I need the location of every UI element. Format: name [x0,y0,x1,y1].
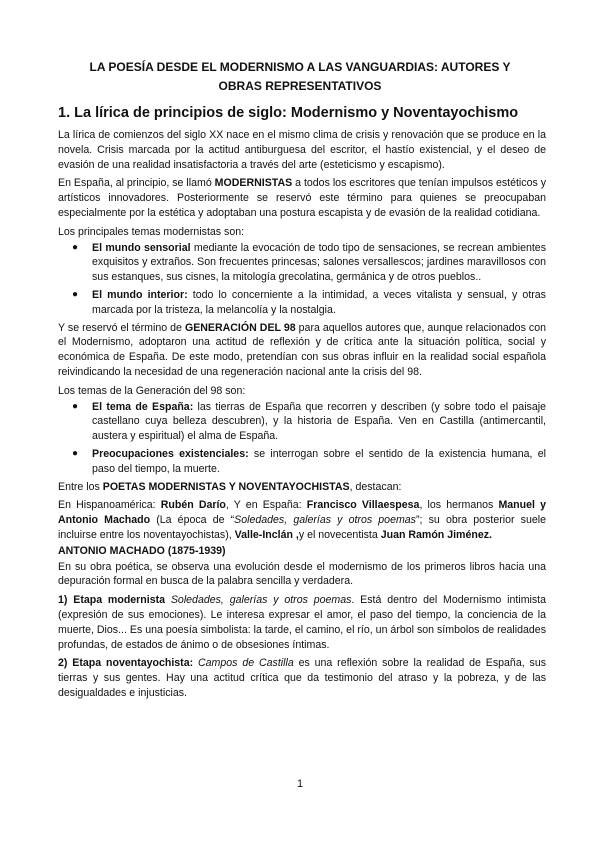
list-item-term: El mundo sensorial [92,241,191,254]
text-span: Entre los [58,480,103,493]
list-item-term: El mundo interior: [92,288,188,301]
list-item [72,447,546,477]
text-span: En España, al principio, se llamó [58,177,215,190]
paragraph-generacion-98 [58,321,546,380]
paragraph-modernistas [58,176,546,220]
text-span: para aquellos autores que, aunque relacionados con el Modernismo, adoptaron una actitud de reflexión y de crítica ante la situación política, social y económica de España. De este modo, pretendían con sus obras influir en la realidad social española reivindicando la necesidad de una regeneración nacional ante la crisis del 98. [58,321,546,378]
paragraph-etapa-noventayochista [58,656,546,700]
bullet-icon: ● [72,241,79,253]
paragraph-temas-98: Los temas de la Generación del 98 son: [58,384,246,397]
text-span: (La época de “ [150,514,235,527]
document-body [58,128,546,705]
author-villaespesa: Francisco Villaespesa [306,499,420,512]
work-title: Soledades, galerías y otros poemas [165,594,352,607]
list-temas-98 [58,400,546,477]
section-heading: 1. La lírica de principios de siglo: Modernismo y Noventayochismo [58,105,519,121]
list-item-text: las tierras de España que recorren y describen (y sobre todo el paisaje castellano cuya belleza descubren), y la historia de España. Ven en Castilla (antimercantil, austera y espiritual) el alma de España. [92,400,546,443]
paragraph-poetas [58,480,546,495]
list-item [72,400,546,444]
subheading-machado [58,544,546,559]
list-item-text: todo lo concerniente a la intimidad, a veces vitalista y sensual, y otras marcada por la tristeza, la melancolía y la nostalgia. [92,288,546,316]
term-generacion-98: GENERACIÓN DEL 98 [184,321,296,334]
author-dario: Rubén Darío [160,499,226,512]
bullet-icon: ● [72,288,79,300]
list-item [72,241,546,285]
work-title: Campos de Castilla [193,657,294,670]
text-span: En Hispanoamérica: [58,499,161,512]
text-span: a todos los escritores que tenían impulsos estéticos y artísticos innovadores. Posteriormente se reservó este término para quienes se preocupaban especialmente por la estética y adoptaban una postura escapista y de evasión de la realidad cotidiana. [58,177,546,219]
work-title: Soledades, galerías y otros poemas [234,514,416,527]
list-item-text: se interrogan sobre el sentido de la existencia humana, el paso del tiempo, la muerte. [92,447,546,475]
paragraph-etapa-modernista [58,593,546,652]
term-poetas: POETAS MODERNISTAS Y NOVENTAYOCHISTAS [102,480,350,493]
text-span: , los hermanos [419,499,499,512]
author-jimenez: Juan Ramón Jiménez. [380,528,492,541]
bullet-icon: ● [72,447,79,459]
bullet-icon: ● [72,400,79,412]
paragraph-intro: La lírica de comienzos del siglo XX nace en el mismo clima de crisis y renovación que se produce en la novela. Crisis marcada por la actitud antiburguesa del escritor, el hastío existencial, y el deseo de evasión de una realidad insatisfactoria a través del arte (esteticismo y escapismo). [58,129,546,171]
page-number: 1 [296,778,304,790]
text-span: , Y en España: [225,499,307,512]
text-span: , destacan: [349,480,402,493]
subheading-text: ANTONIO MACHADO (1875-1939) [58,544,226,557]
text-span: ”; su obra posterior suele incluirse entre los noventayochistas), [58,514,546,541]
list-item-term: Preocupaciones existenciales: [92,447,249,460]
list-item-text: mediante la evocación de todo tipo de sensaciones, se recrean ambientes exquisitos y extraños. Son frecuentes princesas; salones versallescos; jardines maravillosos con sus estanques, sus cisnes, la mitología grecolatina, germánica y de otros pueblos.. [92,241,546,284]
stage-label: 1) Etapa modernista [58,594,166,607]
list-item-term: El tema de España: [92,400,194,413]
paragraph-temas-modernistas: Los principales temas modernistas son: [58,225,245,238]
text-span: Y se reservó el término de [58,321,185,334]
list-item [72,288,546,318]
author-machado: Manuel y Antonio Machado [58,499,546,527]
author-valle-inclan: Valle-Inclán , [234,528,299,541]
text-span: y el novecentista [298,528,381,541]
list-temas-modernistas [58,241,546,318]
text-span: . Está dentro del Modernismo intimista (expresión de sus emociones). Le interesa expresar el amor, el paso del tiempo, la conciencia de la muerte, Dios... Es una poesía simbolista: la tarde, el camino, el río, un árbol son símbolos de realidades profundas, de estados de ánimo o de obsesiones íntimas. [58,594,546,651]
term-modernistas: MODERNISTAS [214,177,293,190]
paragraph-autores [58,498,546,542]
text-span: es una reflexión sobre la realidad de España, sus tierras y sus gentes. Hay una actitud crítica que da testimonio del atraso y la pobreza, y de las desigualdades e injusticias. [58,657,547,699]
document-title: LA POESÍA DESDE EL MODERNISMO A LAS VANGUARDIAS: AUTORES Y OBRAS REPRESENTATIVOS [89,60,511,93]
stage-label: 2) Etapa noventayochista: [58,657,194,670]
paragraph-evolucion: En su obra poética, se observa una evolución desde el modernismo de los primeros libros hacia una depuración formal en busca de la palabra sencilla y verdadera. [58,560,546,588]
